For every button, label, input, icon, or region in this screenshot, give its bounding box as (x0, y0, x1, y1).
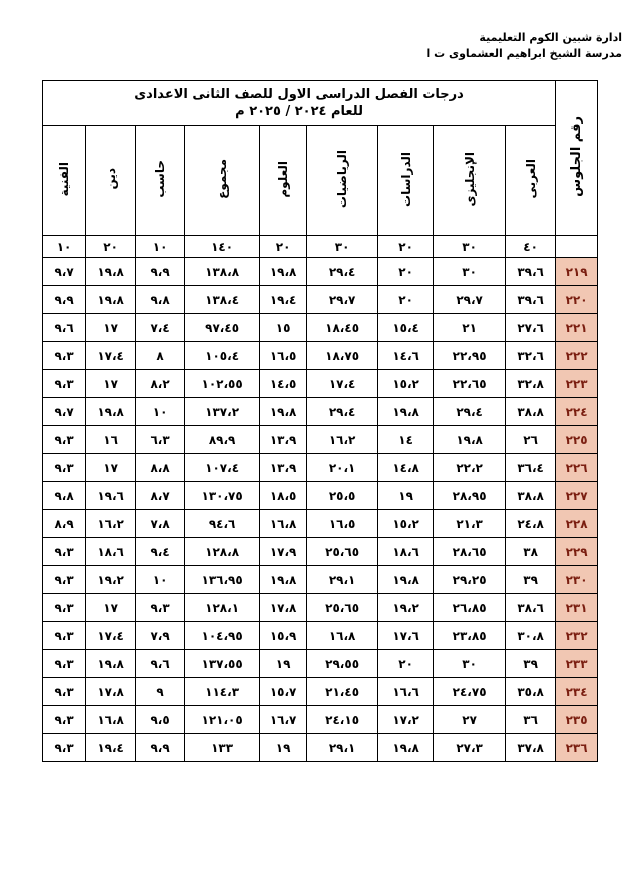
grade-cell-english: ٢٧ (434, 706, 506, 734)
grade-cell-social-studies: ١٤،٨ (378, 454, 434, 482)
grade-cell-arabic: ٣٧،٨ (506, 734, 556, 762)
grade-cell-english: ٢٩،٢٥ (434, 566, 506, 594)
school-administration-heading: ادارة شبين الكوم التعليمية (479, 31, 622, 44)
seat-number-cell: ٢٢٨ (556, 510, 598, 538)
grade-cell-arabic: ٣٥،٨ (506, 678, 556, 706)
max-score-science: ٢٠ (260, 236, 307, 258)
grade-cell-total: ١٣٧،٢ (185, 398, 260, 426)
seat-number-cell: ٢٣٠ (556, 566, 598, 594)
grade-cell-social-studies: ١٥،٢ (378, 510, 434, 538)
grade-cell-total: ١٠٢،٥٥ (185, 370, 260, 398)
grade-cell-art: ٩،٣ (43, 566, 86, 594)
grade-cell-social-studies: ١٩ (378, 482, 434, 510)
grade-cell-religion: ١٧،٨ (86, 678, 136, 706)
max-score-religion: ٢٠ (86, 236, 136, 258)
grade-cell-art: ٩،٧ (43, 398, 86, 426)
max-score-art: ١٠ (43, 236, 86, 258)
grade-cell-religion: ١٧،٤ (86, 622, 136, 650)
grade-cell-computer: ٩،٩ (136, 258, 185, 286)
grade-cell-science: ١٦،٧ (260, 706, 307, 734)
seat-number-cell: ٢٣٢ (556, 622, 598, 650)
grade-cell-english: ٢٩،٧ (434, 286, 506, 314)
grade-cell-english: ٣٠ (434, 258, 506, 286)
grade-cell-computer: ٩،٦ (136, 650, 185, 678)
grade-cell-religion: ١٩،٦ (86, 482, 136, 510)
seat-number-cell: ٢٢١ (556, 314, 598, 342)
grade-cell-science: ١٩ (260, 650, 307, 678)
grade-cell-social-studies: ١٩،٢ (378, 594, 434, 622)
grade-cell-total: ١٢٨،٨ (185, 538, 260, 566)
grade-cell-computer: ١٠ (136, 398, 185, 426)
grade-cell-arabic: ٣٨،٨ (506, 398, 556, 426)
grade-cell-science: ١٥،٧ (260, 678, 307, 706)
grade-cell-math: ١٦،٥ (307, 510, 378, 538)
grade-cell-total: ١٢١،٠٥ (185, 706, 260, 734)
grade-cell-religion: ١٩،٢ (86, 566, 136, 594)
grade-cell-science: ١٧،٨ (260, 594, 307, 622)
grade-cell-math: ٢٩،٤ (307, 258, 378, 286)
grade-cell-art: ٨،٩ (43, 510, 86, 538)
grade-cell-math: ٢٤،١٥ (307, 706, 378, 734)
grade-cell-english: ٢٨،٩٥ (434, 482, 506, 510)
grade-cell-total: ٩٧،٤٥ (185, 314, 260, 342)
grade-cell-arabic: ٢٦ (506, 426, 556, 454)
grade-cell-total: ١٣٨،٨ (185, 258, 260, 286)
table-row (43, 734, 598, 762)
grade-cell-art: ٩،٣ (43, 734, 86, 762)
grade-cell-science: ١٣،٩ (260, 454, 307, 482)
grade-cell-science: ١٩،٤ (260, 286, 307, 314)
grade-cell-math: ٢٩،٤ (307, 398, 378, 426)
grade-cell-social-studies: ١٤،٦ (378, 342, 434, 370)
table-row (43, 398, 598, 426)
table-row (43, 342, 598, 370)
table-row (43, 594, 598, 622)
grade-cell-total: ١٢٨،١ (185, 594, 260, 622)
grade-cell-math: ٢٩،١ (307, 734, 378, 762)
grade-cell-total: ٨٩،٩ (185, 426, 260, 454)
grade-cell-art: ٩،٣ (43, 426, 86, 454)
table-row (43, 314, 598, 342)
grade-cell-math: ٢٩،٥٥ (307, 650, 378, 678)
grade-cell-social-studies: ١٥،٤ (378, 314, 434, 342)
seat-number-cell: ٢٢٢ (556, 342, 598, 370)
seat-number-cell: ٢٣٦ (556, 734, 598, 762)
seat-number-cell: ٢٢٣ (556, 370, 598, 398)
grade-cell-computer: ٨،٢ (136, 370, 185, 398)
grade-cell-art: ٩،٣ (43, 342, 86, 370)
grade-cell-arabic: ٣٦ (506, 706, 556, 734)
grade-cell-art: ٩،٣ (43, 650, 86, 678)
grade-cell-computer: ٧،٤ (136, 314, 185, 342)
col-header-social-studies: الدراسات (378, 126, 434, 236)
grade-cell-social-studies: ٢٠ (378, 286, 434, 314)
table-row (43, 454, 598, 482)
grade-cell-science: ١٩ (260, 734, 307, 762)
table-row (43, 258, 598, 286)
grade-cell-art: ٩،٧ (43, 258, 86, 286)
max-score-seat-cell (556, 236, 598, 258)
grade-cell-english: ٢٣،٨٥ (434, 622, 506, 650)
grade-cell-social-studies: ١٩،٨ (378, 566, 434, 594)
grade-cell-english: ٢١،٣ (434, 510, 506, 538)
grade-cell-arabic: ٣٩،٦ (506, 258, 556, 286)
grade-cell-total: ٩٤،٦ (185, 510, 260, 538)
grade-cell-science: ١٧،٩ (260, 538, 307, 566)
grade-cell-math: ٢٩،٧ (307, 286, 378, 314)
grade-cell-computer: ١٠ (136, 566, 185, 594)
seat-number-cell: ٢٢٦ (556, 454, 598, 482)
grade-cell-arabic: ٣٩ (506, 650, 556, 678)
grade-cell-total: ١١٤،٣ (185, 678, 260, 706)
table-title (43, 81, 556, 126)
grade-cell-english: ١٩،٨ (434, 426, 506, 454)
grade-cell-science: ١٩،٨ (260, 398, 307, 426)
grade-cell-art: ٩،٣ (43, 594, 86, 622)
grade-cell-total: ١٣٧،٥٥ (185, 650, 260, 678)
title-line-1: درجات الفصل الدراسى الاول للصف الثانى الاعدادى (134, 87, 464, 102)
grade-cell-english: ٢٤،٧٥ (434, 678, 506, 706)
grade-cell-religion: ١٦،٨ (86, 706, 136, 734)
col-header-total: مجموع (185, 126, 260, 236)
grade-cell-religion: ١٧ (86, 454, 136, 482)
seat-number-cell: ٢٣٥ (556, 706, 598, 734)
grade-cell-computer: ٩،٤ (136, 538, 185, 566)
grade-cell-total: ١٠٤،٩٥ (185, 622, 260, 650)
seat-number-cell: ٢٢٤ (556, 398, 598, 426)
grade-cell-social-studies: ١٩،٨ (378, 398, 434, 426)
table-row (43, 706, 598, 734)
grade-cell-science: ١٩،٨ (260, 566, 307, 594)
seat-number-cell: ٢٢٠ (556, 286, 598, 314)
grade-cell-arabic: ٣٢،٦ (506, 342, 556, 370)
col-header-religion: دين (86, 126, 136, 236)
col-header-science: العلوم (260, 126, 307, 236)
grade-cell-total: ١٠٧،٤ (185, 454, 260, 482)
grade-cell-arabic: ٣٠،٨ (506, 622, 556, 650)
grade-cell-total: ١٠٥،٤ (185, 342, 260, 370)
grade-cell-religion: ١٨،٦ (86, 538, 136, 566)
col-header-arabic: العربى (506, 126, 556, 236)
grade-cell-math: ٢٥،٦٥ (307, 538, 378, 566)
grade-cell-social-studies: ١٤ (378, 426, 434, 454)
table-row (43, 622, 598, 650)
grade-cell-social-studies: ١٧،٦ (378, 622, 434, 650)
seat-number-cell: ٢١٩ (556, 258, 598, 286)
table-row (43, 678, 598, 706)
grade-cell-art: ٩،٣ (43, 622, 86, 650)
grade-cell-math: ٢٥،٥ (307, 482, 378, 510)
grade-cell-math: ٢٠،١ (307, 454, 378, 482)
grade-cell-religion: ١٧ (86, 594, 136, 622)
grade-cell-computer: ٩،٥ (136, 706, 185, 734)
grade-cell-arabic: ٣٩ (506, 566, 556, 594)
grade-cell-science: ١٦،٨ (260, 510, 307, 538)
seat-number-header: رقم الجلوس (556, 81, 598, 236)
grade-cell-religion: ١٩،٤ (86, 734, 136, 762)
grade-cell-science: ١٦،٥ (260, 342, 307, 370)
seat-number-cell: ٢٣١ (556, 594, 598, 622)
grade-cell-math: ٢٩،١ (307, 566, 378, 594)
max-score-social-studies: ٢٠ (378, 236, 434, 258)
grade-cell-arabic: ٣٨،٦ (506, 594, 556, 622)
seat-number-cell: ٢٢٩ (556, 538, 598, 566)
grade-cell-social-studies: ١٨،٦ (378, 538, 434, 566)
grade-cell-social-studies: ١٥،٢ (378, 370, 434, 398)
grade-cell-computer: ٩،٨ (136, 286, 185, 314)
grade-cell-science: ١٥ (260, 314, 307, 342)
grade-cell-total: ١٣٦،٩٥ (185, 566, 260, 594)
table-row (43, 286, 598, 314)
grade-cell-arabic: ٣٩،٦ (506, 286, 556, 314)
grade-cell-arabic: ٣٢،٨ (506, 370, 556, 398)
max-score-row (43, 236, 598, 258)
grade-cell-art: ٩،٣ (43, 454, 86, 482)
grade-cell-english: ٣٠ (434, 650, 506, 678)
grade-cell-computer: ٩،٩ (136, 734, 185, 762)
table-row (43, 370, 598, 398)
table-row (43, 510, 598, 538)
grade-cell-math: ١٦،٢ (307, 426, 378, 454)
grade-cell-math: ١٧،٤ (307, 370, 378, 398)
seat-number-cell: ٢٣٤ (556, 678, 598, 706)
grade-cell-religion: ١٩،٨ (86, 258, 136, 286)
title-line-2: للعام ٢٠٢٤ / ٢٠٢٥ م (235, 104, 363, 119)
grade-cell-math: ٢٥،٦٥ (307, 594, 378, 622)
grade-cell-english: ٢٢،٢ (434, 454, 506, 482)
grade-cell-art: ٩،٦ (43, 314, 86, 342)
max-score-math: ٣٠ (307, 236, 378, 258)
seat-number-cell: ٢٢٧ (556, 482, 598, 510)
col-header-english: الإنجليزى (434, 126, 506, 236)
grade-cell-computer: ٩ (136, 678, 185, 706)
grade-cell-social-studies: ١٩،٨ (378, 734, 434, 762)
grade-cell-arabic: ٣٦،٤ (506, 454, 556, 482)
grade-cell-social-studies: ٢٠ (378, 258, 434, 286)
grade-cell-total: ١٣٨،٤ (185, 286, 260, 314)
grade-cell-religion: ١٧،٤ (86, 342, 136, 370)
grade-cell-english: ٢٢،٩٥ (434, 342, 506, 370)
grade-cell-total: ١٣٠،٧٥ (185, 482, 260, 510)
grade-cell-art: ٩،٣ (43, 538, 86, 566)
table-row (43, 482, 598, 510)
max-score-total: ١٤٠ (185, 236, 260, 258)
col-header-math: الرياضيات (307, 126, 378, 236)
grade-cell-religion: ١٩،٨ (86, 398, 136, 426)
grade-cell-english: ٢٩،٤ (434, 398, 506, 426)
max-score-arabic: ٤٠ (506, 236, 556, 258)
grade-cell-computer: ٦،٣ (136, 426, 185, 454)
grade-cell-art: ٩،٣ (43, 678, 86, 706)
table-row (43, 650, 598, 678)
grade-cell-science: ١٥،٩ (260, 622, 307, 650)
grade-cell-total: ١٣٣ (185, 734, 260, 762)
seat-number-cell: ٢٢٥ (556, 426, 598, 454)
grades-table (42, 80, 598, 762)
grade-cell-english: ٢٨،٦٥ (434, 538, 506, 566)
column-header-row (43, 126, 598, 236)
grade-cell-art: ٩،٣ (43, 706, 86, 734)
table-row (43, 426, 598, 454)
grade-cell-social-studies: ١٦،٦ (378, 678, 434, 706)
seat-number-cell: ٢٣٣ (556, 650, 598, 678)
grade-cell-english: ٢٢،٦٥ (434, 370, 506, 398)
grade-cell-science: ١٩،٨ (260, 258, 307, 286)
grade-cell-art: ٩،٣ (43, 370, 86, 398)
grade-cell-religion: ١٩،٨ (86, 650, 136, 678)
grade-cell-math: ١٨،٧٥ (307, 342, 378, 370)
grade-cell-social-studies: ٢٠ (378, 650, 434, 678)
grade-cell-arabic: ٣٨ (506, 538, 556, 566)
col-header-art: الفنية (43, 126, 86, 236)
grade-cell-religion: ١٧ (86, 370, 136, 398)
table-row (43, 566, 598, 594)
grade-cell-science: ١٨،٥ (260, 482, 307, 510)
grade-cell-math: ١٦،٨ (307, 622, 378, 650)
grade-cell-english: ٢٦،٨٥ (434, 594, 506, 622)
grade-cell-computer: ٧،٨ (136, 510, 185, 538)
grade-cell-math: ١٨،٤٥ (307, 314, 378, 342)
grade-cell-art: ٩،٩ (43, 286, 86, 314)
table-row (43, 538, 598, 566)
grade-cell-english: ٢٧،٣ (434, 734, 506, 762)
grade-cell-arabic: ٢٧،٦ (506, 314, 556, 342)
max-score-english: ٣٠ (434, 236, 506, 258)
col-header-computer: حاسب (136, 126, 185, 236)
max-score-computer: ١٠ (136, 236, 185, 258)
grade-cell-religion: ١٩،٨ (86, 286, 136, 314)
grade-cell-computer: ٧،٩ (136, 622, 185, 650)
school-name-heading: مدرسة الشيخ ابراهيم العشماوى ت ا (426, 47, 622, 60)
grade-cell-social-studies: ١٧،٢ (378, 706, 434, 734)
grade-cell-arabic: ٣٨،٨ (506, 482, 556, 510)
grade-cell-math: ٢١،٤٥ (307, 678, 378, 706)
grade-cell-science: ١٤،٥ (260, 370, 307, 398)
grade-cell-religion: ١٦ (86, 426, 136, 454)
grade-cell-computer: ٨،٨ (136, 454, 185, 482)
grade-cell-computer: ٨ (136, 342, 185, 370)
grade-cell-art: ٩،٨ (43, 482, 86, 510)
grade-cell-religion: ١٦،٢ (86, 510, 136, 538)
grade-cell-computer: ٨،٧ (136, 482, 185, 510)
grade-cell-religion: ١٧ (86, 314, 136, 342)
grade-cell-english: ٢١ (434, 314, 506, 342)
grade-cell-arabic: ٢٤،٨ (506, 510, 556, 538)
grade-cell-science: ١٣،٩ (260, 426, 307, 454)
grade-cell-computer: ٩،٣ (136, 594, 185, 622)
